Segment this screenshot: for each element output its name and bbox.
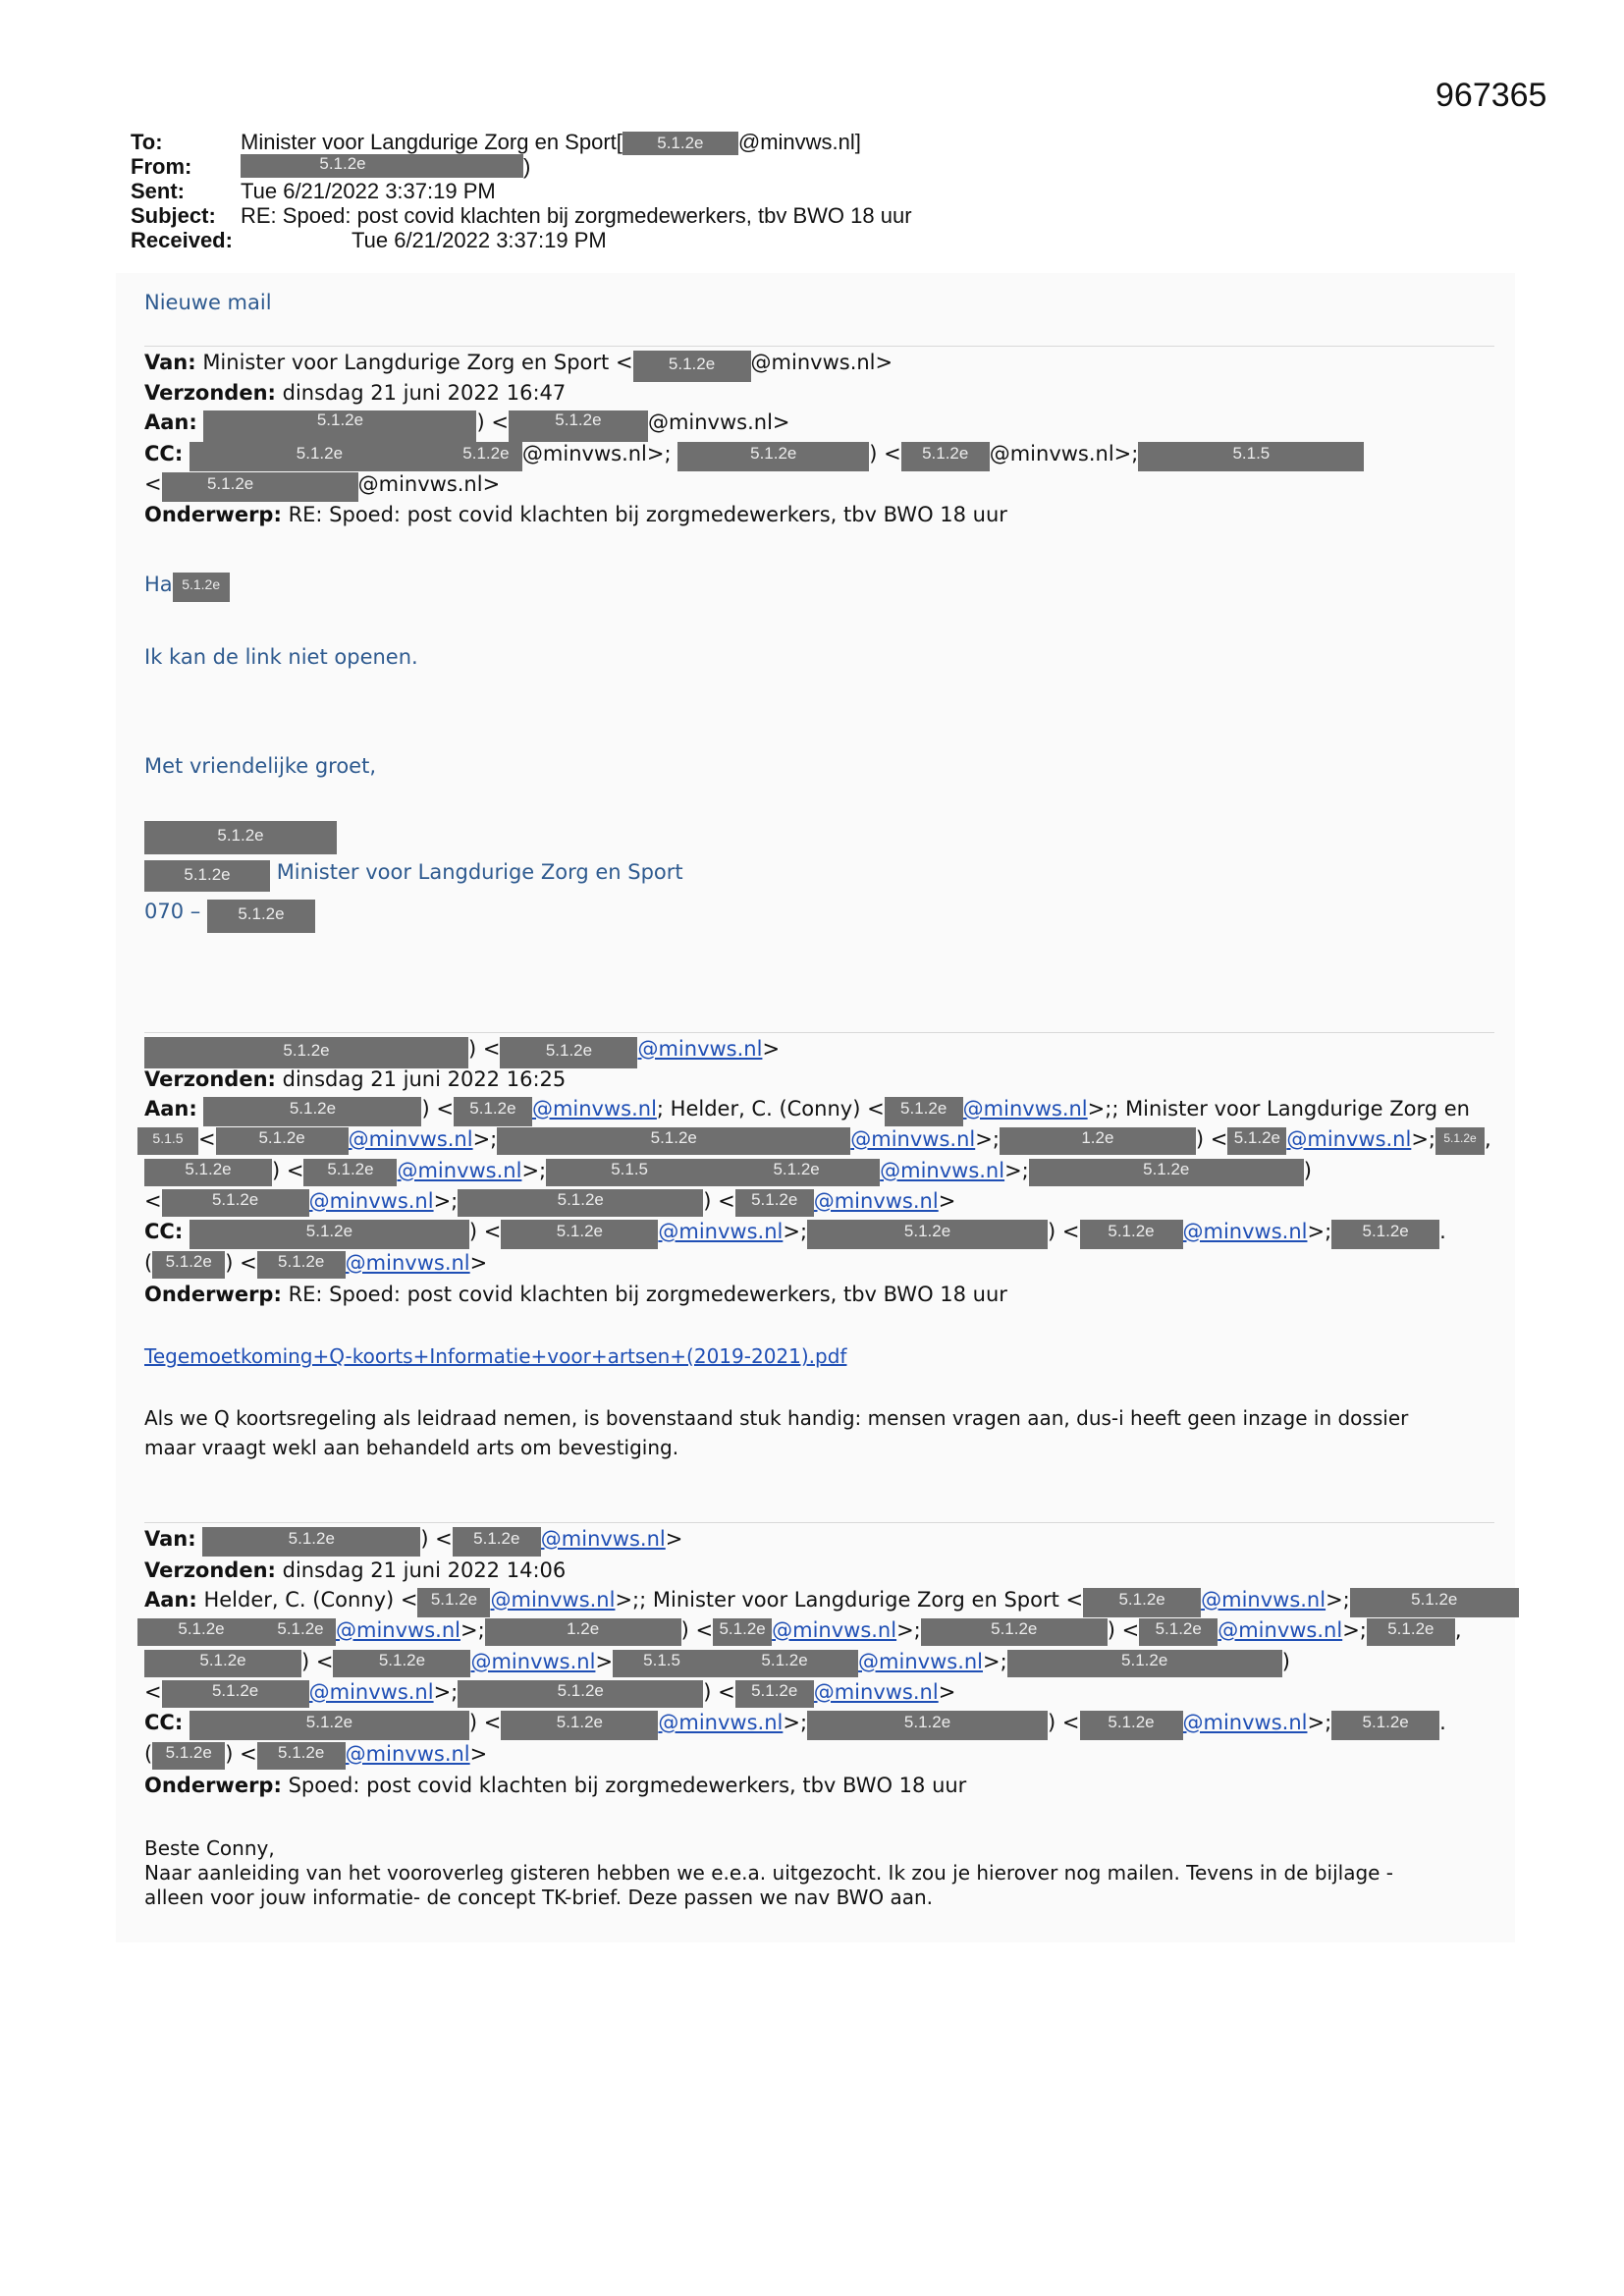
redaction-box: 5.1.2e — [807, 1220, 1048, 1249]
msg3-aan-row: Aan: Helder, C. (Conny) < 5.1.2e @minvws.nl>;; Minister voor Langdurige Zorg en Sport < 5.1.2e @minvws.nl>; 5.1.2e — [144, 1588, 1519, 1617]
msg2-aan-row-3: 5.1.2e ) < 5.1.2e @minvws.nl>; 5.1.5 5.1.2e @minvws.nl>; 5.1.2e ) — [144, 1159, 1312, 1186]
redaction-box: 5.1.2e — [885, 1097, 963, 1126]
msg3-body-line-2: alleen voor jouw informatie- de concept TK-brief. Deze passen we nav BWO aan. — [144, 1886, 934, 1909]
email-link[interactable]: @minvws.nl — [850, 1127, 976, 1151]
redaction-box: 5.1.2e — [207, 900, 315, 933]
divider — [144, 1522, 1494, 1523]
redaction-box: 5.1.2e — [458, 1189, 703, 1217]
sent-label: Sent: — [131, 179, 185, 203]
redaction-box: 5.1.2e — [1367, 1618, 1455, 1646]
email-link[interactable]: @minvws.nl — [637, 1037, 763, 1061]
redaction-box: 5.1.2e — [454, 1097, 532, 1126]
redaction-box: 5.1.2e — [144, 1650, 301, 1677]
redaction-box: 5.1.2e — [1080, 1711, 1183, 1740]
redaction-box: 5.1.2e — [713, 1159, 880, 1186]
signature-org-row: 5.1.2e Minister voor Langdurige Zorg en Sport — [144, 860, 683, 892]
redaction-box: 5.1.2e — [1029, 1159, 1304, 1186]
from-value: 5.1.2e ) — [241, 154, 530, 179]
redaction-box: 5.1.2e — [921, 1618, 1108, 1646]
msg3-van-row: Van: 5.1.2e ) < 5.1.2e @minvws.nl> — [144, 1527, 682, 1557]
sent-value: Tue 6/21/2022 3:37:19 PM — [241, 179, 496, 203]
msg3-cc-row: CC: 5.1.2e ) < 5.1.2e @minvws.nl>; 5.1.2e ) < 5.1.2e @minvws.nl>; 5.1.2e . — [144, 1711, 1446, 1740]
redaction-box: 5.1.2e — [203, 1097, 421, 1126]
redaction-box: 5.1.2e — [713, 1618, 772, 1646]
redaction-box: 5.1.2e — [189, 1220, 469, 1249]
redaction-box: 5.1.2e — [453, 1527, 541, 1557]
redaction-box: 5.1.2e — [152, 1251, 225, 1279]
redaction-box: 5.1.2e — [711, 1650, 858, 1677]
email-link[interactable]: @minvws.nl — [813, 1189, 939, 1213]
redaction-box: 1.2e — [1000, 1127, 1196, 1155]
msg1-verzonden-row: Verzonden: dinsdag 21 juni 2022 16:47 — [144, 381, 567, 405]
msg2-aan-row: Aan: 5.1.2e ) < 5.1.2e @minvws.nl; Helder, C. (Conny) < 5.1.2e @minvws.nl>;; Minister voor Langdurige Zorg en — [144, 1097, 1470, 1126]
redaction-box: 5.1.2e — [144, 1037, 468, 1068]
redaction-box: 5.1.2e — [500, 1037, 637, 1068]
msg1-onderwerp-row: Onderwerp: RE: Spoed: post covid klachten bij zorgmedewerkers, tbv BWO 18 uur — [144, 503, 1007, 526]
redaction-box: 5.1.2e — [144, 1159, 272, 1186]
redaction-box: 5.1.5 — [1138, 442, 1364, 471]
email-link[interactable]: @minvws.nl — [397, 1159, 522, 1182]
redaction-box: 5.1.2e — [333, 1650, 470, 1677]
redaction-box: 5.1.2e — [1350, 1588, 1519, 1617]
msg3-onderwerp-row: Onderwerp: Spoed: post covid klachten bij zorgmedewerkers, tbv BWO 18 uur — [144, 1774, 967, 1797]
intro-text: Nieuwe mail — [144, 291, 272, 314]
msg3-cc-row-2: ( 5.1.2e ) < 5.1.2e @minvws.nl> — [144, 1742, 487, 1770]
redaction-box: 5.1.2e — [509, 410, 648, 442]
email-link[interactable]: @minvws.nl — [308, 1680, 434, 1704]
redaction-box: 5.1.2e — [501, 1220, 658, 1249]
redaction-box: 5.1.2e — [216, 1127, 349, 1155]
redaction-box: 5.1.2e — [807, 1711, 1048, 1740]
redaction-box: 5.1.2e — [137, 1618, 265, 1646]
msg3-aan-row-3: 5.1.2e ) < 5.1.2e @minvws.nl> 5.1.5 5.1.2e @minvws.nl>; 5.1.2e ) — [144, 1650, 1290, 1677]
redaction-box: 5.1.2e — [162, 1189, 309, 1217]
redaction-box: 5.1.2e — [1227, 1127, 1286, 1155]
msg1-aan-row: Aan: 5.1.2e ) < 5.1.2e @minvws.nl> — [144, 410, 790, 442]
email-link[interactable]: @minvws.nl — [1182, 1220, 1308, 1243]
redaction-box: 5.1.2e — [303, 1159, 397, 1186]
email-link[interactable]: @minvws.nl — [540, 1527, 666, 1551]
attachment-link[interactable]: Tegemoetkoming+Q-koorts+Informatie+voor+artsen+(2019-2021).pdf — [144, 1344, 847, 1368]
msg1-cc-row-2: < 5.1.2e @minvws.nl> — [144, 472, 500, 502]
subject-value: RE: Spoed: post covid klachten bij zorgmedewerkers, tbv BWO 18 uur — [241, 203, 912, 228]
msg2-cc-row-2: ( 5.1.2e ) < 5.1.2e @minvws.nl> — [144, 1251, 487, 1279]
to-label: To: — [131, 130, 163, 154]
msg2-body-line-2: maar vraagt wekl aan behandeld arts om bevestiging. — [144, 1436, 679, 1459]
redaction-box: 5.1.2e — [1139, 1618, 1218, 1646]
redaction-box: 5.1.2e — [144, 860, 270, 892]
subject-label: Subject: — [131, 203, 216, 228]
closing: Met vriendelijke groet, — [144, 754, 377, 778]
from-label: From: — [131, 154, 192, 179]
email-link[interactable]: @minvws.nl — [345, 1742, 470, 1766]
redaction-box: 5.1.2e — [417, 1588, 490, 1617]
redaction-box: 5.1.2e — [173, 573, 230, 602]
redaction-box: 5.1.2e — [202, 1527, 420, 1557]
redaction-box: 5.1.5 — [613, 1650, 711, 1677]
email-link[interactable]: @minvws.nl — [531, 1097, 657, 1121]
redaction-box: 5.1.2e — [1007, 1650, 1282, 1677]
redaction-box: 5.1.2e — [458, 1680, 703, 1708]
signature-name — [144, 821, 337, 854]
email-link[interactable]: @minvws.nl — [308, 1189, 434, 1213]
signature-phone: 070 – 5.1.2e — [144, 900, 315, 933]
email-link[interactable]: @minvws.nl — [962, 1097, 1088, 1121]
redaction-box: 5.1.2e — [1083, 1588, 1201, 1617]
divider — [144, 1032, 1494, 1033]
email-link[interactable]: @minvws.nl — [813, 1680, 939, 1704]
redaction-box: 5.1.2e — [1080, 1220, 1183, 1249]
email-link[interactable]: @minvws.nl — [1286, 1127, 1412, 1151]
redaction-box: 5.1.2e — [497, 1127, 850, 1155]
msg1-van-row: Van: Minister voor Langdurige Zorg en Sport < 5.1.2e @minvws.nl> — [144, 351, 893, 382]
msg1-cc-row: CC: 5.1.2e 5.1.2e @minvws.nl>; 5.1.2e ) < 5.1.2e @minvws.nl>; 5.1.5 — [144, 442, 1364, 471]
redaction-box: 5.1.2e — [203, 410, 476, 442]
greeting: Ha 5.1.2e — [144, 573, 230, 602]
redaction-box: 1.2e — [485, 1618, 681, 1646]
redaction-box: 5.1.2e — [623, 132, 738, 155]
msg3-aan-row-2: 5.1.2e 5.1.2e @minvws.nl>; 1.2e ) < 5.1.2e @minvws.nl>; 5.1.2e ) < 5.1.2e @minvws.nl>; 5.1.2e , — [137, 1618, 1462, 1646]
msg2-aan-row-4: < 5.1.2e @minvws.nl>; 5.1.2e ) < 5.1.2e @minvws.nl> — [144, 1189, 955, 1217]
email-link[interactable]: @minvws.nl — [772, 1618, 897, 1642]
email-link[interactable]: @minvws.nl — [1218, 1618, 1343, 1642]
received-value: Tue 6/21/2022 3:37:19 PM — [352, 228, 607, 252]
email-link[interactable]: @minvws.nl — [348, 1127, 473, 1151]
redaction-box: 5.1.2e — [450, 442, 522, 471]
msg3-salutation: Beste Conny, — [144, 1836, 275, 1860]
email-link[interactable]: @minvws.nl — [858, 1650, 984, 1673]
msg2-aan-row-2: 5.1.5 < 5.1.2e @minvws.nl>; 5.1.2e @minvws.nl>; 1.2e ) < 5.1.2e @minvws.nl>; 5.1.2e , — [137, 1127, 1491, 1155]
divider — [144, 346, 1494, 347]
msg3-body-line-1: Naar aanleiding van het vooroverleg gisteren hebben we e.e.a. uitgezocht. Ik zou je hierover nog mailen. Tevens in de bijlage - — [144, 1861, 1394, 1885]
redaction-box: 5.1.2e — [501, 1711, 658, 1740]
redaction-box: 5.1.2e — [257, 1251, 346, 1279]
email-link[interactable]: @minvws.nl — [470, 1650, 596, 1673]
email-link[interactable]: @minvws.nl — [490, 1588, 616, 1612]
msg3-aan-row-4: < 5.1.2e @minvws.nl>; 5.1.2e ) < 5.1.2e @minvws.nl> — [144, 1680, 955, 1708]
redaction-box: 5.1.2e — [1331, 1220, 1439, 1249]
email-link[interactable]: @minvws.nl — [658, 1711, 784, 1734]
received-label: Received: — [131, 228, 233, 252]
redaction-box: 5.1.2e — [1435, 1127, 1485, 1155]
email-link[interactable]: @minvws.nl — [345, 1251, 470, 1275]
redaction-box: 5.1.2e — [265, 1618, 336, 1646]
redaction-box: 5.1.2e — [189, 442, 450, 471]
msg2-onderwerp-row: Onderwerp: RE: Spoed: post covid klachten bij zorgmedewerkers, tbv BWO 18 uur — [144, 1283, 1007, 1306]
redaction-box: 5.1.2e — [901, 442, 990, 471]
email-link[interactable]: @minvws.nl — [658, 1220, 784, 1243]
redaction-box: 5.1.2e — [257, 1742, 346, 1770]
message-line: Ik kan de link niet openen. — [144, 645, 418, 669]
email-link[interactable]: @minvws.nl — [880, 1159, 1005, 1182]
redaction-box: 5.1.5 — [546, 1159, 713, 1186]
redaction-box: 5.1.2e — [735, 1680, 814, 1708]
redaction-box: 5.1.2e — [152, 1742, 225, 1770]
redaction-box: 5.1.2e — [162, 1680, 309, 1708]
redaction-box: 5.1.5 — [137, 1127, 198, 1155]
msg2-body-line-1: Als we Q koortsregeling als leidraad nemen, is bovenstaand stuk handig: mensen vragen aan, dus-i heeft geen inzage in dossier — [144, 1406, 1409, 1430]
redaction-box: 5.1.2e — [1331, 1711, 1439, 1740]
msg3-verzonden-row: Verzonden: dinsdag 21 juni 2022 14:06 — [144, 1558, 567, 1582]
document-number: 967365 — [1435, 77, 1547, 114]
redaction-box: 5.1.2e — [189, 1711, 469, 1740]
email-link[interactable]: @minvws.nl — [336, 1618, 460, 1642]
email-link[interactable]: @minvws.nl — [1182, 1711, 1308, 1734]
redaction-box: 5.1.2e — [162, 472, 358, 502]
redaction-box: 5.1.2e — [677, 442, 869, 471]
redaction-box: 5.1.2e — [241, 154, 523, 178]
redaction-box: 5.1.2e — [735, 1189, 814, 1217]
msg2-verzonden-row: Verzonden: dinsdag 21 juni 2022 16:25 — [144, 1067, 567, 1091]
redaction-box: 5.1.2e — [144, 821, 337, 854]
msg2-cc-row: CC: 5.1.2e ) < 5.1.2e @minvws.nl>; 5.1.2e ) < 5.1.2e @minvws.nl>; 5.1.2e . — [144, 1220, 1446, 1249]
msg2-van-row: 5.1.2e ) < 5.1.2e @minvws.nl> — [144, 1037, 780, 1068]
to-value: Minister voor Langdurige Zorg en Sport[ 5.1.2e @minvws.nl] — [241, 130, 861, 154]
redaction-box: 5.1.2e — [633, 351, 751, 382]
email-link[interactable]: @minvws.nl — [1201, 1588, 1326, 1612]
